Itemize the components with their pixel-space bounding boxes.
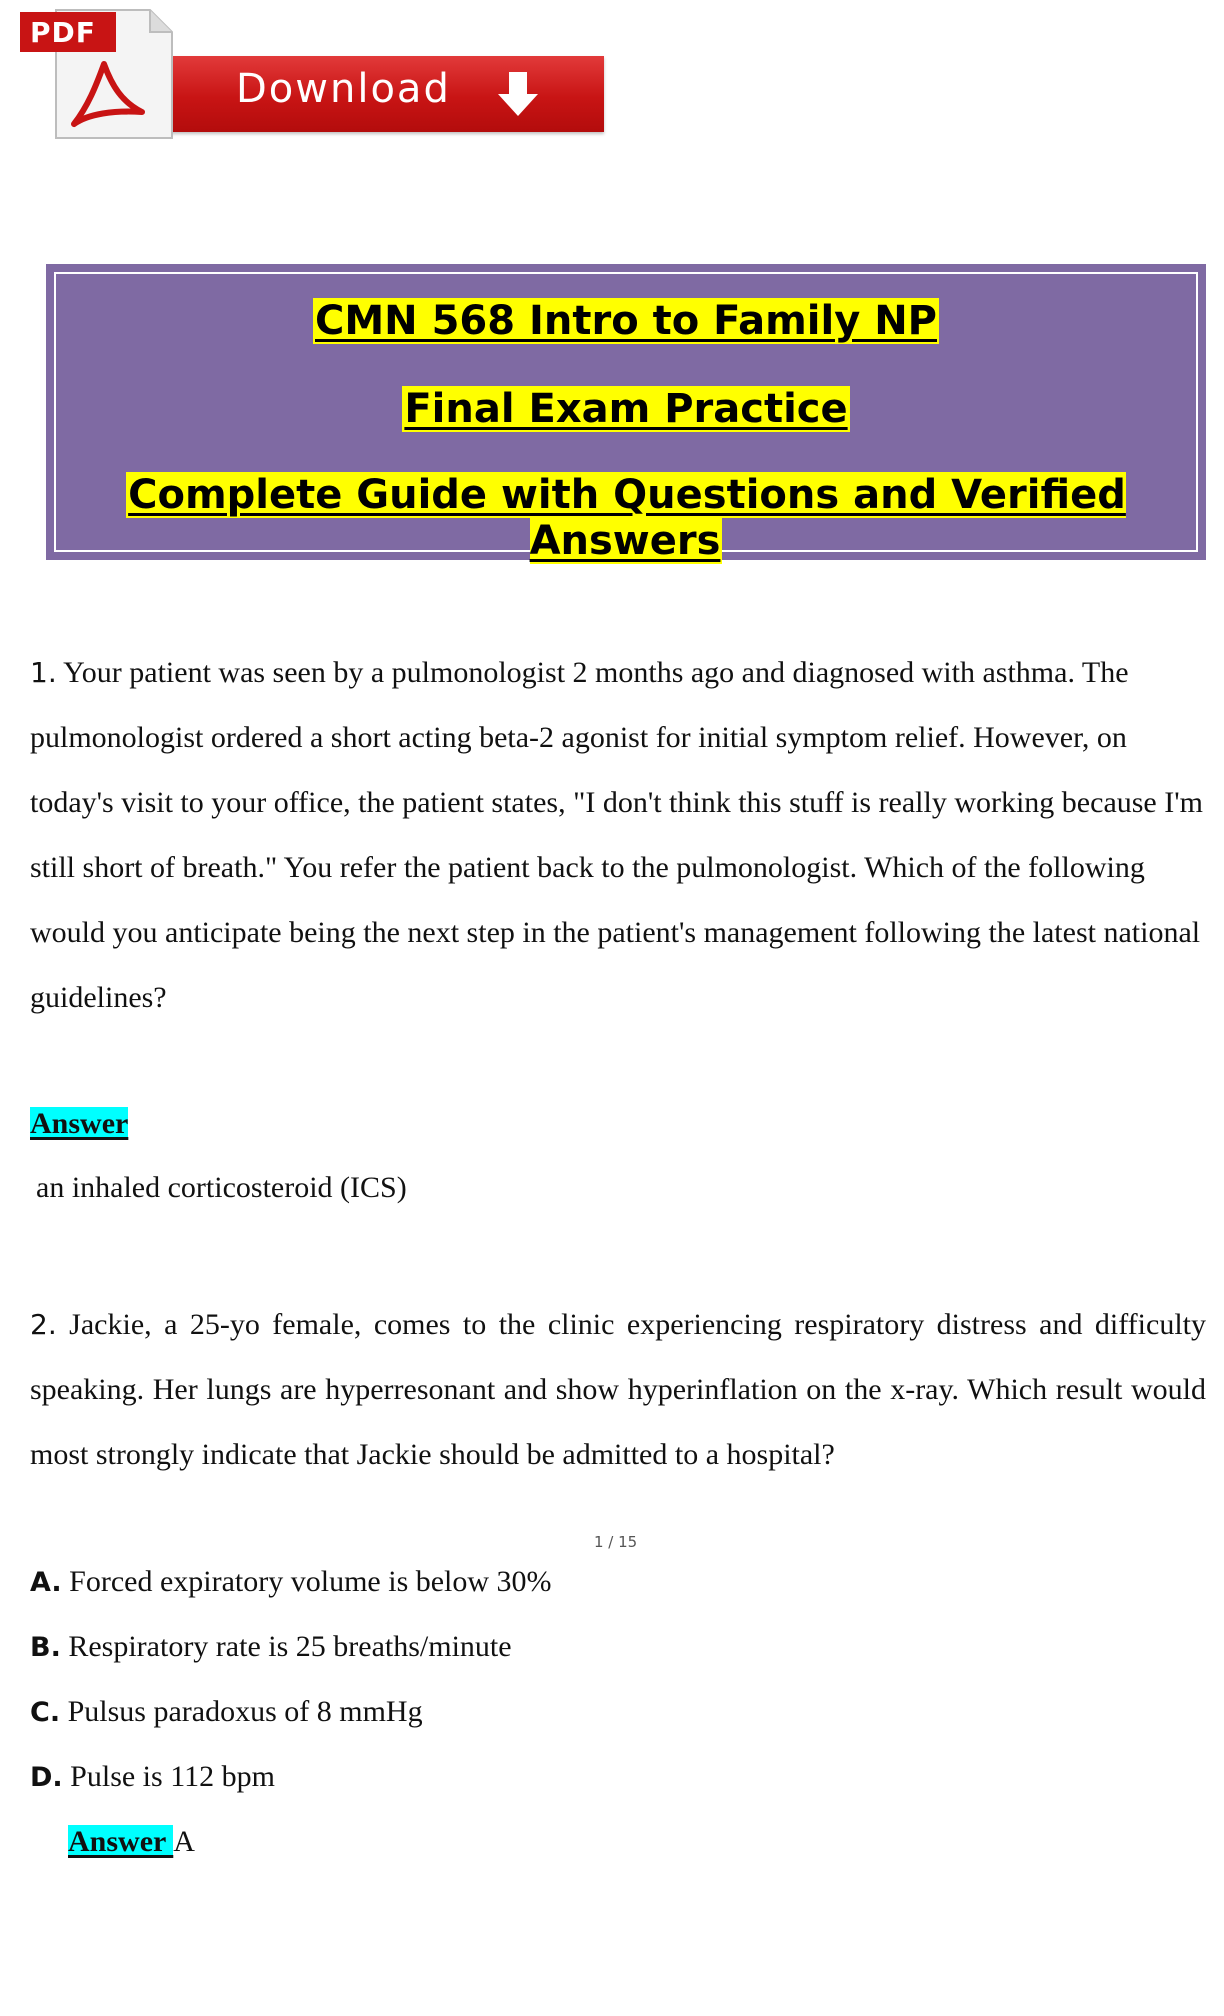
option-c <box>30 1692 423 1733</box>
option-text: Pulse is 112 bpm <box>70 1760 275 1793</box>
question-text: Your patient was seen by a pulmonologist 2 months ago and diagnosed with asthma. The pulmonologist ordered a short acting beta-2 agonist for initial symptom relief. However, on today's visit to your office, the patient states, "I don't think this stuff is really working because I'm still short of breath." You refer the patient back to the pulmonologist. Which of the following would you anticipate being the next step in the patient's management following the latest national guidelines? <box>30 656 1203 1014</box>
option-letter: A. <box>30 1567 62 1598</box>
option-letter: D. <box>30 1762 63 1793</box>
question-2 <box>30 1292 1206 1487</box>
question-number: 2. <box>30 1308 57 1341</box>
question-1 <box>30 640 1206 1030</box>
guide-title-text: Complete Guide with Questions and Verified Answers <box>128 472 1126 564</box>
guide-title <box>46 472 1206 564</box>
title-box <box>46 264 1206 564</box>
answer-text: an inhaled corticosteroid (ICS) <box>36 1171 407 1204</box>
pdf-label: PDF <box>30 16 96 49</box>
option-letter: C. <box>30 1697 61 1728</box>
download-label[interactable]: Download <box>236 66 451 112</box>
exam-title <box>46 386 1206 432</box>
option-letter: B. <box>30 1632 61 1663</box>
answer-label: Answer <box>68 1825 174 1858</box>
option-d <box>30 1757 275 1798</box>
question-text: Jackie, a 25-yo female, comes to the clinic experiencing respiratory distress and difficulty speaking. Her lungs are hyperresonant and show hyperinflation on the x-ray. Which result would most strongly indicate that Jackie should be admitted to a hospital? <box>30 1308 1206 1471</box>
option-b <box>30 1627 512 1668</box>
answer-text: A <box>173 1825 195 1858</box>
option-text: Pulsus paradoxus of 8 mmHg <box>67 1695 423 1728</box>
question-number: 1. <box>30 656 57 689</box>
answer-label: Answer <box>30 1107 129 1140</box>
download-arrow-icon <box>496 70 540 120</box>
page-indicator: 1 / 15 <box>594 1533 638 1551</box>
answer-row <box>30 1104 128 1144</box>
exam-title-text: Final Exam Practice <box>404 386 848 432</box>
course-title <box>46 298 1206 344</box>
option-text: Forced expiratory volume is below 30% <box>69 1565 552 1598</box>
answer-row <box>68 1822 195 1862</box>
pdf-download-banner[interactable] <box>18 6 588 146</box>
option-text: Respiratory rate is 25 breaths/minute <box>68 1630 512 1663</box>
option-a <box>30 1562 552 1603</box>
course-title-text: CMN 568 Intro to Family NP <box>315 298 937 344</box>
